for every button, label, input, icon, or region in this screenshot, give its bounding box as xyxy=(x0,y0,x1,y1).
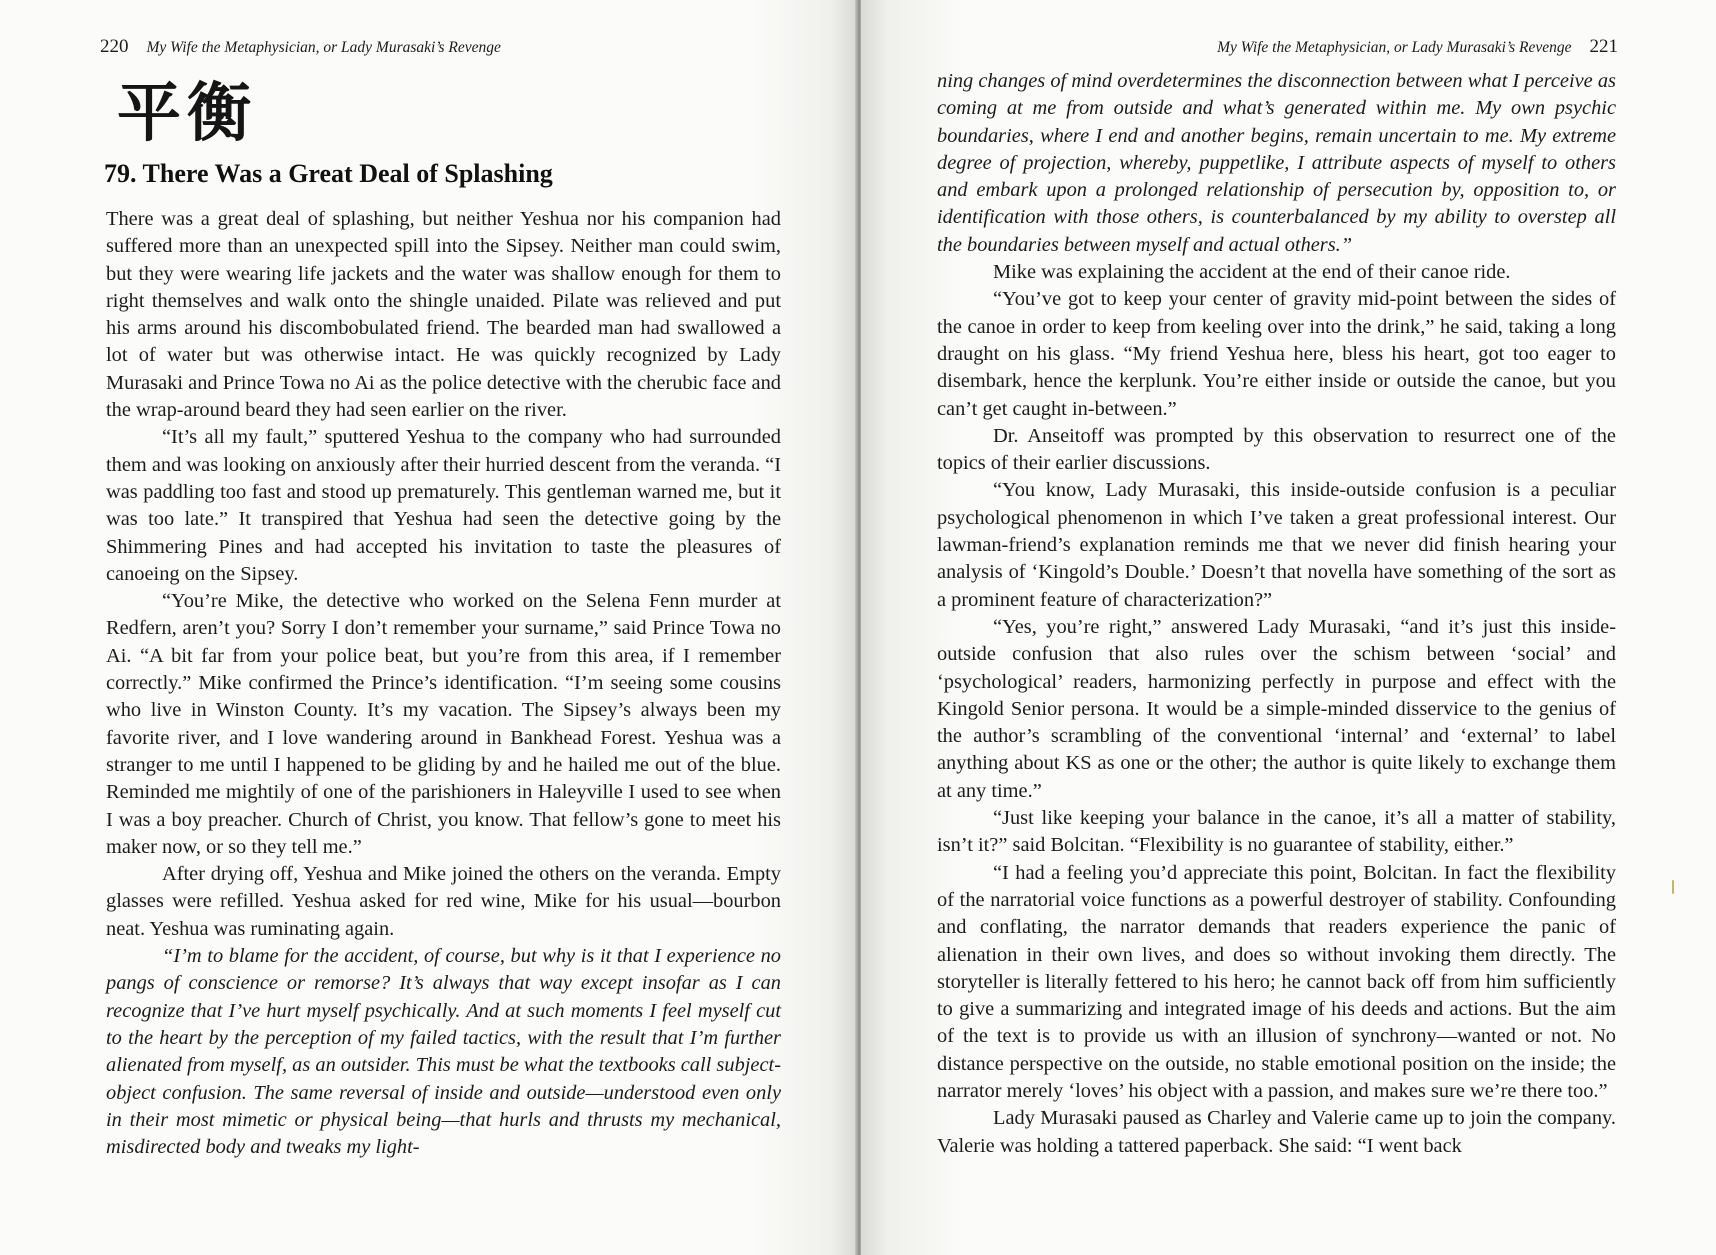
left-page-number: 220 xyxy=(100,36,129,57)
paragraph-italic: “I’m to blame for the accident, of course, but why is it that I experience no pangs of conscience or remorse? It’s always that way except insofar as I can recognize that I’ve hurt myself psychically. And at such moments I feel myself cut to the heart by the perception of my failed tactics, with the result that I’m further alienated from myself, as an outsider. This must be what the textbooks call subject-object confusion. The same reversal of inside and outside—understood even only in their most mimetic or physical being—that hurls and thrusts my mechanical, misdirected body and tweaks my light- xyxy=(106,945,781,1159)
chapter-heading: 79. There Was a Great Deal of Splashing xyxy=(104,159,553,188)
paragraph: “You’ve got to keep your center of gravity mid-point between the sides of the canoe in order to keep from keeling over into the drink,” he said, taking a long draught on his glass. “My friend Yeshua here, bless his heart, got too eager to disembark, hence the kerplunk. You’re either inside or outside the canoe, but you can’t get caught in-between.” xyxy=(937,288,1616,420)
left-body-text xyxy=(106,206,781,1161)
paragraph: “You’re Mike, the detective who worked on the Selena Fenn murder at Redfern, aren’t you? Sorry I don’t remember your surname,” said Prince Towa no Ai. “A bit far from your police beat, but you’re from this area, if I remember correctly.” Mike confirmed the Prince’s identification. “I’m seeing some cousins who live in Winston County. It’s my vacation. The Sipsey’s always been my favorite river, and I love wandering around in Bankhead Forest. Yeshua was a stranger to me until I happened to be gliding by and he hailed me out of the blue. Reminded me mightily of one of the parishioners in Haleyville I used to see when I was a boy preacher. Church of Christ, you know. That fellow’s gone to meet his maker now, or so they tell me.” xyxy=(106,590,781,858)
right-running-head xyxy=(1217,36,1618,58)
paragraph: There was a great deal of splashing, but neither Yeshua nor his companion had suffered more than an unexpected spill into the Sipsey. Neither man could swim, but they were wearing life jackets and the water was shallow enough for them to right themselves and walk onto the shingle unaided. Pilate was relieved and put his arms around his discombobulated friend. The bearded man had swallowed a lot of water but was otherwise intact. He was quickly recognized by Lady Murasaki and Prince Towa no Ai as the police detective with the cherubic face and the wrap-around beard they had seen earlier on the river. xyxy=(106,208,781,422)
paragraph: Dr. Anseitoff was prompted by this observation to resurrect one of the topics of their earlier discussions. xyxy=(937,424,1616,475)
left-running-title: My Wife the Metaphysician, or Lady Murasaki’s Revenge xyxy=(146,39,501,56)
paragraph: Lady Murasaki paused as Charley and Valerie came up to join the company. Valerie was holding a tattered paperback. She said: “I went back xyxy=(937,1107,1616,1157)
paragraph-italic: ning changes of mind overdetermines the disconnection between what I perceive as coming at me from outside and what’s generated within me. My own psychic boundaries, where I end and another begins, remain uncertain to me. My extreme degree of projection, whereby, puppetlike, I attribute aspects of myself to others and embark upon a prolonged relationship of persecution by, opposition to, or identification with those others, is counterbalanced by my ability to overstep all the boundaries between myself and actual others.” xyxy=(937,70,1616,256)
right-running-title: My Wife the Metaphysician, or Lady Murasaki’s Revenge xyxy=(1217,39,1572,56)
margin-mark xyxy=(1672,880,1674,894)
paragraph: Mike was explaining the accident at the end of their canoe ride. xyxy=(993,261,1511,284)
left-running-head xyxy=(100,36,501,58)
paragraph: “Yes, you’re right,” answered Lady Murasaki, “and it’s just this inside-outside confusion that also rules over the schism between ‘social’ and ‘psychological’ readers, harmonizing perfectly in purpose and effect with the Kingold Senior persona. It would be a simple-minded disservice to the genius of the author’s scrambling of the conventional ‘internal’ and ‘external’ to label anything about KS as one or the other; the author is quite likely to exchange them at any time.” xyxy=(937,615,1616,802)
paragraph: “Just like keeping your balance in the canoe, it’s all a matter of stability, isn’t it?” said Bolcitan. “Flexibility is no guarantee of stability, either.” xyxy=(937,807,1616,857)
paragraph: “I had a feeling you’d appreciate this point, Bolcitan. In fact the flexibility of the narratorial voice functions as a powerful destroyer of stability. Confounding and conflating, the narrator demands that readers experience the panic of alienation in their own lives, and does so without invoking them directly. The storyteller is literally fettered to his hero; he cannot back off from him sufficiently to give a summarizing and integrated image of his deeds and actions. But the aim of the text is to provide us with an illusion of synchrony—wanted or not. No distance perspective on the outside, no stable emotional position on the inside; the narrator merely ‘loves’ his object with a passion, and makes sure we’re there too.” xyxy=(937,861,1616,1102)
paragraph: “It’s all my fault,” sputtered Yeshua to the company who had surrounded them and was looking on anxiously after their hurried descent from the veranda. “I was paddling too fast and stood up prematurely. This gentleman warned me, but it was too late.” It transpired that Yeshua had seen the detective going by the Shimmering Pines and had accepted his invitation to taste the pleasures of canoeing on the Sipsey. xyxy=(106,426,781,585)
left-page xyxy=(0,0,857,1255)
right-page-number: 221 xyxy=(1589,36,1618,57)
paragraph: “You know, Lady Murasaki, this inside-outside confusion is a peculiar psychological phenomenon in which I’ve taken a great professional interest. Our lawman-friend’s explanation reminds me that we never did finish hearing your analysis of ‘Kingold’s Double.’ Doesn’t that novella have something of the sort as a prominent feature of characterization?” xyxy=(937,479,1616,611)
right-body-text xyxy=(937,68,1616,1160)
paragraph: After drying off, Yeshua and Mike joined the others on the veranda. Empty glasses were refilled. Yeshua asked for red wine, Mike for his usual—bourbon neat. Yeshua was ruminating again. xyxy=(106,863,781,940)
chapter-ornament-glyphs: 平衡 xyxy=(117,77,257,151)
